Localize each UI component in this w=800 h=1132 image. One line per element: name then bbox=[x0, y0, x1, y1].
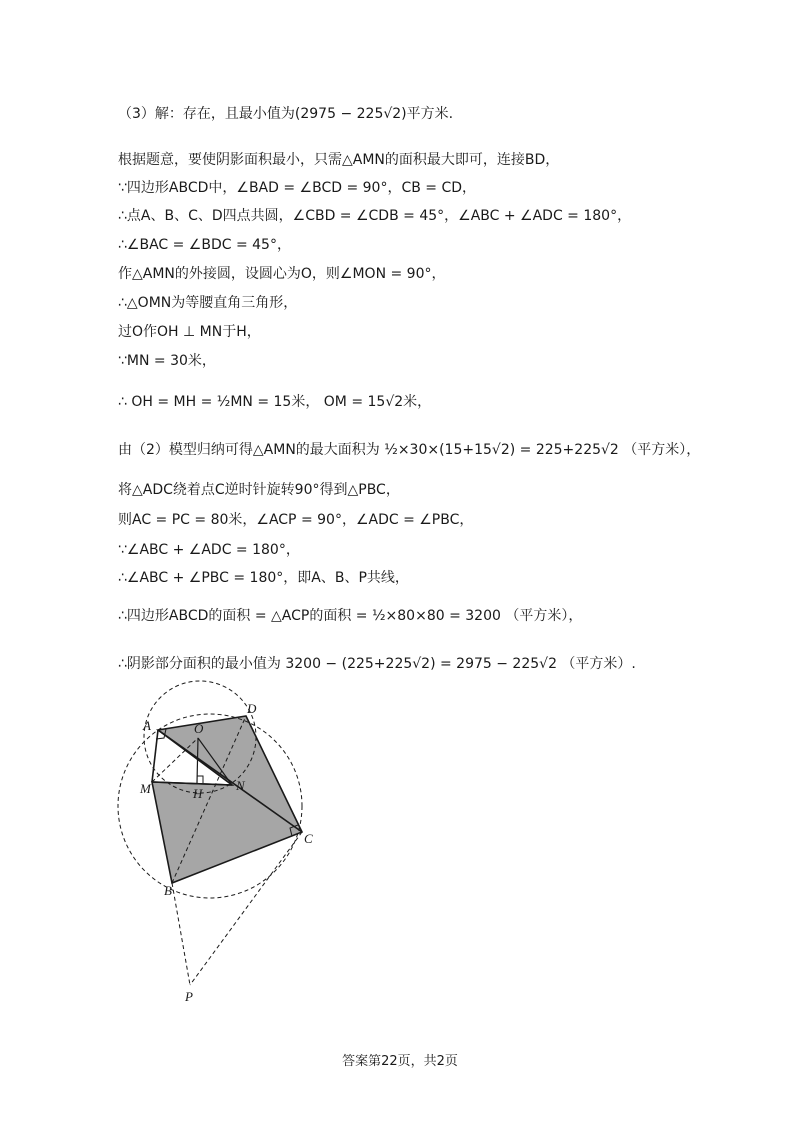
text-line-10: ∴ OH = MH = ½MN = 15米， OM = 15√2米， bbox=[118, 394, 432, 410]
label-n: N bbox=[236, 778, 245, 793]
text-line-12: 将△ADC绕着点C逆时针旋转90°得到△PBC， bbox=[118, 482, 400, 498]
label-o: O bbox=[194, 721, 204, 736]
label-a: A bbox=[143, 718, 151, 733]
text-line-1: （3）解：存在，且最小值为(2975 − 225√2)平方米. bbox=[118, 106, 454, 122]
text-line-15: ∴∠ABC + ∠PBC = 180°，即A、B、P共线， bbox=[118, 570, 409, 586]
text-line-14: ∵∠ABC + ∠ADC = 180°， bbox=[118, 542, 300, 558]
label-c: C bbox=[304, 831, 313, 846]
page-footer: 答案第22页，共2页 bbox=[342, 1054, 458, 1069]
text-line-6: 作△AMN的外接圆，设圆心为O，则∠MON = 90°， bbox=[118, 266, 446, 282]
label-p: P bbox=[185, 989, 193, 1004]
right-angle-h bbox=[197, 776, 203, 783]
label-d: D bbox=[247, 701, 257, 716]
segment-am bbox=[152, 730, 158, 782]
label-h: H bbox=[193, 786, 203, 801]
text-line-11: 由（2）模型归纳可得△AMN的最大面积为 ½×30×(15+15√2) = 225+225√2 （平方米）， bbox=[118, 442, 701, 458]
text-line-8: 过O作OH ⊥ MN于H， bbox=[118, 324, 261, 340]
text-line-4: ∴点A、B、C、D四点共圆，∠CBD = ∠CDB = 45°，∠ABC + ∠ADC = 180°， bbox=[118, 208, 632, 224]
text-line-17: ∴阴影部分面积的最小值为 3200 − (225+225√2) = 2975 − 225√2 （平方米）. bbox=[118, 656, 636, 672]
text-line-13: 则AC = PC = 80米，∠ACP = 90°，∠ADC = ∠PBC， bbox=[118, 512, 474, 528]
text-line-5: ∴∠BAC = ∠BDC = 45°， bbox=[118, 237, 291, 253]
text-line-3: ∵四边形ABCD中，∠BAD = ∠BCD = 90°，CB = CD， bbox=[118, 180, 477, 196]
text-line-16: ∴四边形ABCD的面积 = △ACP的面积 = ½×80×80 = 3200 （平方米）， bbox=[118, 608, 583, 624]
label-m: M bbox=[140, 781, 151, 796]
text-line-2: 根据题意，要使阴影面积最小，只需△AMN的面积最大即可，连接BD， bbox=[118, 152, 560, 168]
text-line-7: ∴△OMN为等腰直角三角形， bbox=[118, 295, 298, 311]
label-b: B bbox=[164, 883, 172, 898]
text-line-9: ∵MN = 30米， bbox=[118, 353, 216, 369]
line-bp bbox=[172, 883, 190, 985]
